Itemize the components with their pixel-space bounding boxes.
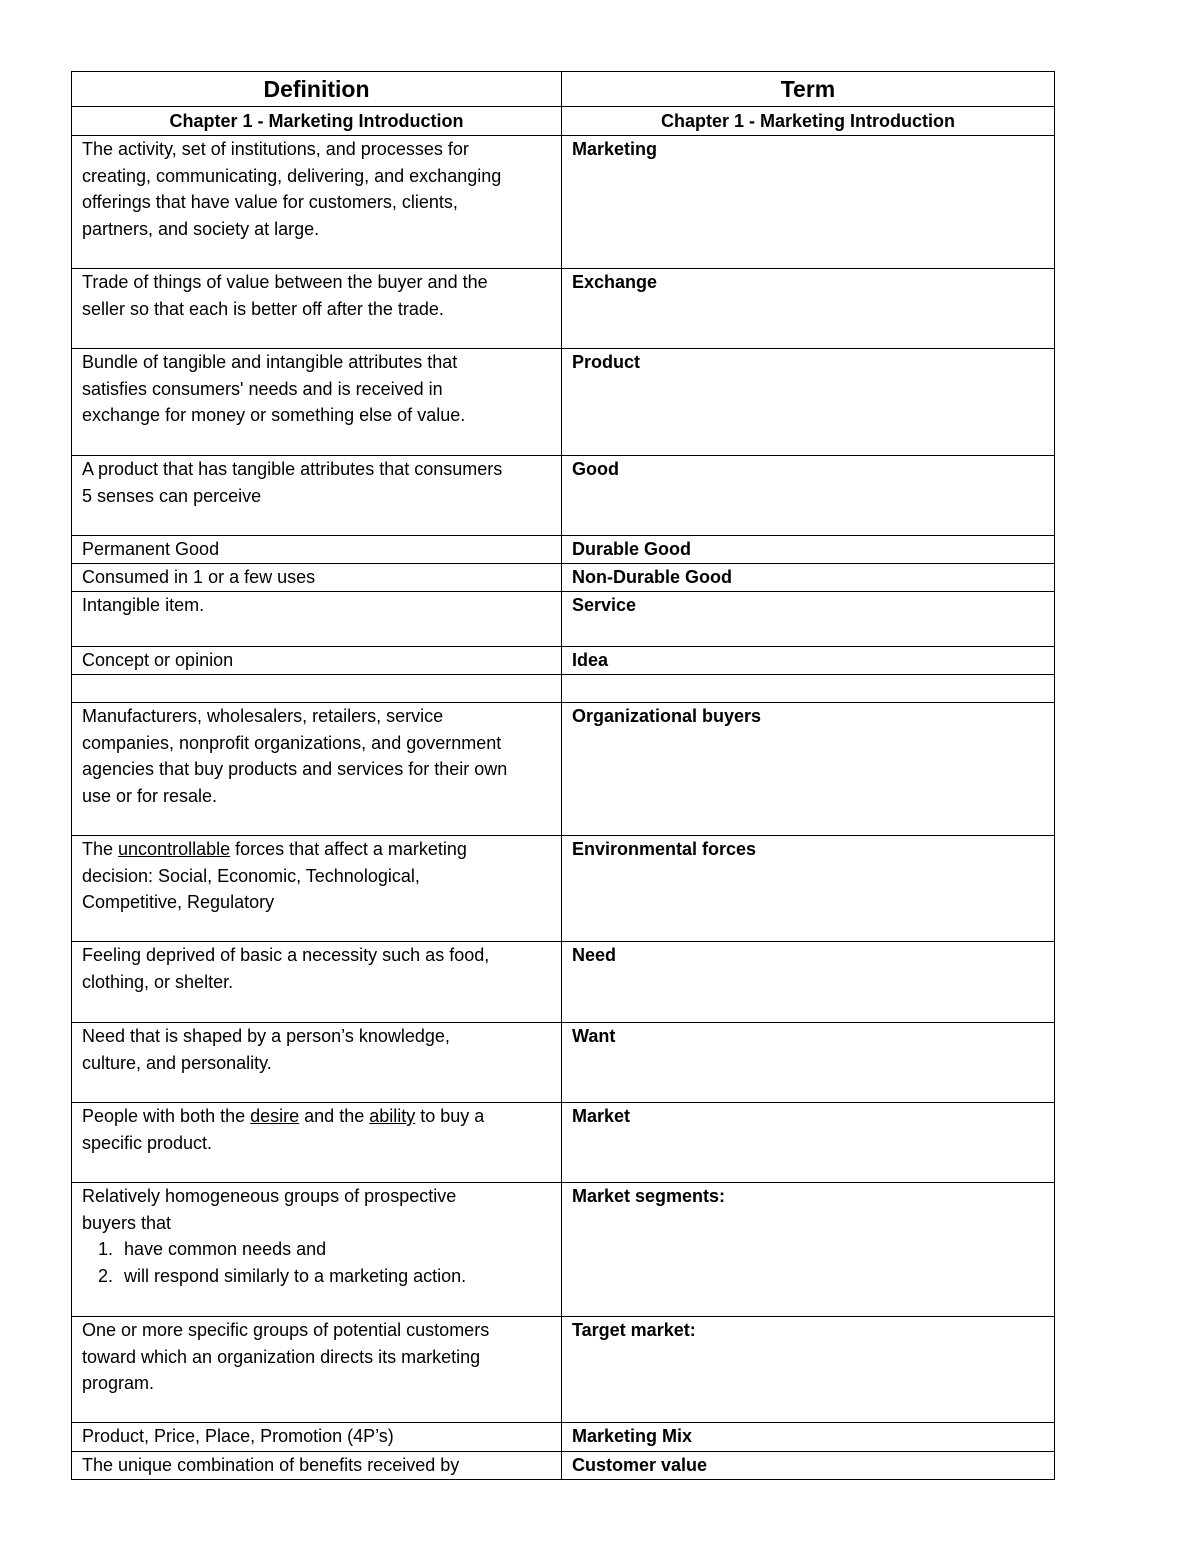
table-row xyxy=(72,942,1055,1023)
term-cell: Want xyxy=(562,1023,1055,1103)
chapter-right: Chapter 1 - Marketing Introduction xyxy=(562,107,1055,136)
table-row xyxy=(72,456,1055,536)
table-row xyxy=(72,564,1055,592)
term-cell: Marketing Mix xyxy=(562,1423,1055,1452)
term-cell: Product xyxy=(562,349,1055,456)
table-row xyxy=(72,269,1055,349)
definition-cell: One or more specific groups of potential customers toward which an organization directs its marketing program. xyxy=(72,1317,562,1423)
definition-cell: Relatively homogeneous groups of prospective buyers that 1. have common needs and 2. will respond similarly to a marketing action. xyxy=(72,1183,562,1317)
definition-cell xyxy=(72,675,562,703)
definition-cell: Concept or opinion xyxy=(72,647,562,675)
header-term: Term xyxy=(562,72,1055,107)
term-cell: Market xyxy=(562,1103,1055,1183)
definition-term-table xyxy=(71,71,1055,1480)
definition-cell: Permanent Good xyxy=(72,536,562,564)
term-cell: Market segments: xyxy=(562,1183,1055,1317)
table-row xyxy=(72,1023,1055,1103)
table-row xyxy=(72,647,1055,675)
term-cell: Service xyxy=(562,592,1055,647)
definition-cell: Manufacturers, wholesalers, retailers, service companies, nonprofit organizations, and government agencies that buy products and services for their own use or for resale. xyxy=(72,703,562,836)
table-row xyxy=(72,703,1055,836)
definition-cell: Intangible item. xyxy=(72,592,562,647)
empty-row xyxy=(72,675,1055,703)
term-cell: Good xyxy=(562,456,1055,536)
definition-cell: Need that is shaped by a person’s knowledge, culture, and personality. xyxy=(72,1023,562,1103)
definition-cell: A product that has tangible attributes that consumers 5 senses can perceive xyxy=(72,456,562,536)
term-cell: Organizational buyers xyxy=(562,703,1055,836)
table-row xyxy=(72,1317,1055,1423)
definition-cell: People with both the desire and the ability to buy a specific product. xyxy=(72,1103,562,1183)
table-row xyxy=(72,136,1055,269)
definition-cell: Consumed in 1 or a few uses xyxy=(72,564,562,592)
chapter-row xyxy=(72,107,1055,136)
table-row xyxy=(72,836,1055,942)
chapter-left: Chapter 1 - Marketing Introduction xyxy=(72,107,562,136)
table-row xyxy=(72,536,1055,564)
header-definition: Definition xyxy=(72,72,562,107)
term-cell: Customer value xyxy=(562,1452,1055,1480)
definition-cell: Trade of things of value between the buyer and the seller so that each is better off after the trade. xyxy=(72,269,562,349)
definition-cell: Product, Price, Place, Promotion (4P’s) xyxy=(72,1423,562,1452)
list-item: 1. have common needs and xyxy=(118,1236,551,1263)
table-row xyxy=(72,1452,1055,1480)
numbered-list xyxy=(82,1236,551,1289)
table-row xyxy=(72,349,1055,456)
definition-cell: The activity, set of institutions, and processes for creating, communicating, delivering, and exchanging offerings that have value for customers, clients, partners, and society at large. xyxy=(72,136,562,269)
table-row xyxy=(72,592,1055,647)
term-cell: Environmental forces xyxy=(562,836,1055,942)
definition-cell: The uncontrollable forces that affect a marketing decision: Social, Economic, Technological, Competitive, Regulatory xyxy=(72,836,562,942)
term-cell: Durable Good xyxy=(562,536,1055,564)
table-row xyxy=(72,1183,1055,1317)
term-cell: Need xyxy=(562,942,1055,1023)
header-row xyxy=(72,72,1055,107)
definition-cell: Bundle of tangible and intangible attributes that satisfies consumers' needs and is received in exchange for money or something else of value. xyxy=(72,349,562,456)
term-cell: Exchange xyxy=(562,269,1055,349)
term-cell xyxy=(562,675,1055,703)
term-cell: Marketing xyxy=(562,136,1055,269)
term-cell: Idea xyxy=(562,647,1055,675)
term-cell: Target market: xyxy=(562,1317,1055,1423)
table-row xyxy=(72,1423,1055,1452)
table-row xyxy=(72,1103,1055,1183)
definition-cell: The unique combination of benefits received by xyxy=(72,1452,562,1480)
definition-cell: Feeling deprived of basic a necessity such as food, clothing, or shelter. xyxy=(72,942,562,1023)
list-item: 2. will respond similarly to a marketing action. xyxy=(118,1263,551,1290)
term-cell: Non-Durable Good xyxy=(562,564,1055,592)
